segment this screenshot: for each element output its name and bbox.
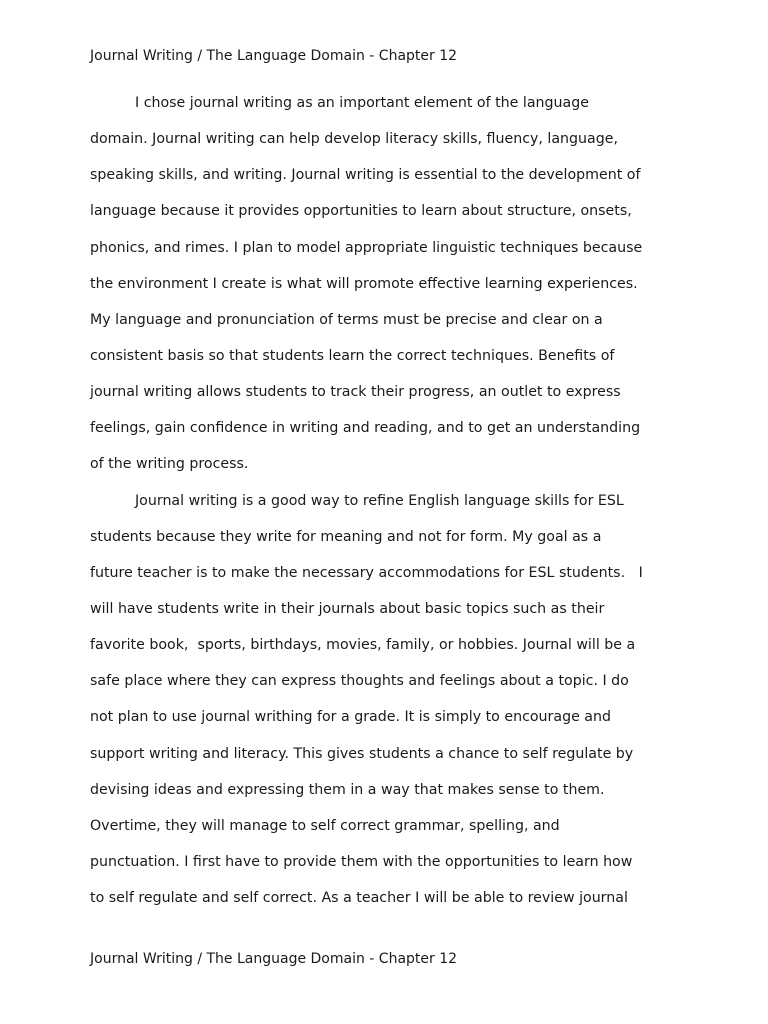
text-line: Overtime, they will manage to self correct grammar, spelling, and	[90, 817, 560, 834]
text-line: the environment I create is what will promote effective learning experiences.	[90, 275, 638, 292]
text-line: future teacher is to make the necessary accommodations for ESL students. I	[90, 564, 643, 581]
text-line: to self regulate and self correct. As a teacher I will be able to review journal	[90, 890, 628, 907]
text-line: punctuation. I first have to provide them with the opportunities to learn how	[90, 853, 633, 870]
text-line: consistent basis so that students learn the correct techniques. Benefits of	[90, 347, 615, 364]
text-line: not plan to use journal writhing for a grade. It is simply to encourage and	[90, 709, 612, 726]
text-line: My language and pronunciation of terms must be precise and clear on a	[90, 311, 603, 328]
paragraph-2-first-line: Journal writing is a good way to refine English language skills for ESL	[135, 492, 624, 509]
text-line: language because it provides opportunities to learn about structure, onsets,	[90, 203, 632, 220]
text-line: safe place where they can express thoughts and feelings about a topic. I do	[90, 673, 629, 690]
text-line: domain. Journal writing can help develop literacy skills, fluency, language,	[90, 131, 618, 148]
page-footer: Journal Writing / The Language Domain - Chapter 12	[90, 951, 458, 967]
body-text	[90, 92, 690, 923]
text-line: phonics, and rimes. I plan to model appropriate linguistic techniques because	[90, 239, 643, 256]
text-line: of the writing process.	[90, 456, 249, 473]
paragraph-1-first-line: I chose journal writing as an important element of the language	[135, 95, 589, 111]
text-line: speaking skills, and writing. Journal writing is essential to the development of	[90, 167, 641, 184]
text-line: support writing and literacy. This gives students a chance to self regulate by	[90, 745, 634, 762]
text-line: students because they write for meaning and not for form. My goal as a	[90, 528, 602, 545]
text-line: devising ideas and expressing them in a way that makes sense to them.	[90, 781, 605, 798]
text-line: journal writing allows students to track their progress, an outlet to express	[90, 384, 621, 401]
text-line: feelings, gain confidence in writing and reading, and to get an understanding	[90, 420, 641, 437]
page-header: Journal Writing / The Language Domain - Chapter 12	[90, 48, 458, 64]
text-line: favorite book, sports, birthdays, movies, family, or hobbies. Journal will be a	[90, 637, 636, 654]
text-line: will have students write in their journals about basic topics such as their	[90, 600, 605, 617]
